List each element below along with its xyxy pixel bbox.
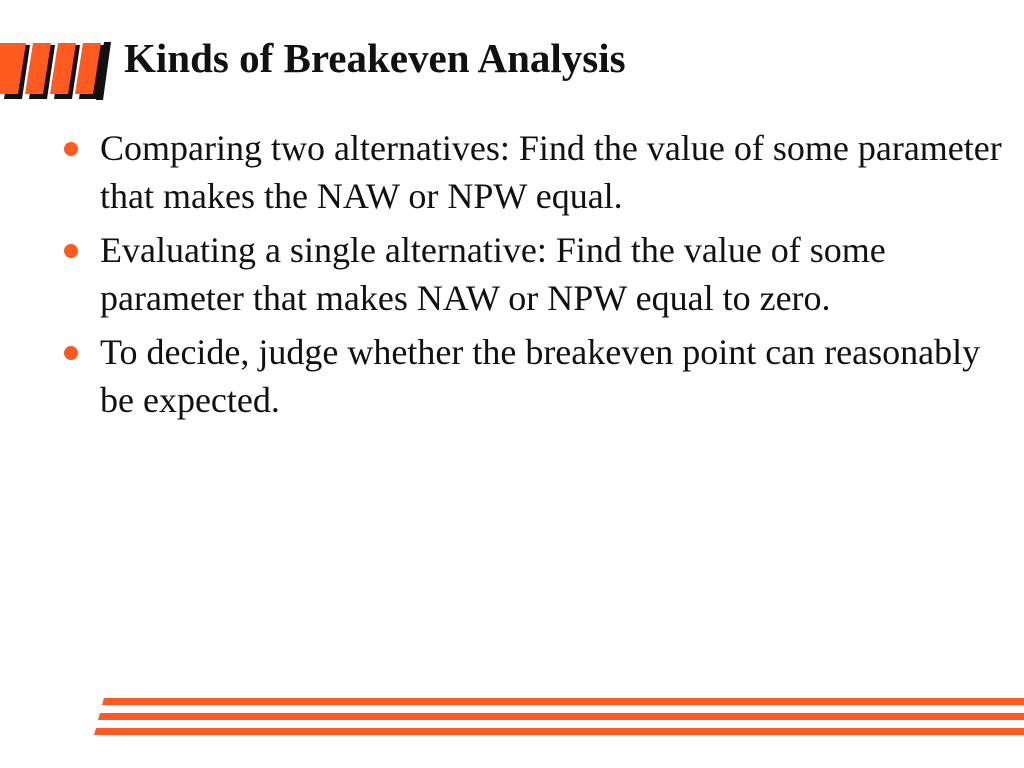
bullet-item (62, 124, 1014, 220)
bullet-text: To decide, judge whether the breakeven point can reasonably be expected. (100, 332, 981, 420)
slide-title: Kinds of Breakeven Analysis (124, 35, 626, 81)
bullet-dot-icon (64, 142, 78, 156)
bullet-dot-icon (64, 244, 78, 258)
bullet-list (62, 124, 1014, 430)
footer-stripes-icon (0, 696, 1024, 740)
striped-bars-logo-icon (0, 38, 112, 100)
bullet-dot-icon (64, 346, 78, 360)
footer-stripe (94, 728, 1024, 735)
footer-stripe (102, 698, 1024, 705)
bullet-item (62, 226, 1014, 322)
bullet-text: Evaluating a single alternative: Find the value of some parameter that makes NAW or NPW equal to zero. (100, 230, 886, 318)
bullet-item (62, 328, 1014, 424)
footer-stripe (98, 713, 1024, 720)
bullet-text: Comparing two alternatives: Find the value of some parameter that makes the NAW or NPW equal. (100, 128, 1002, 216)
